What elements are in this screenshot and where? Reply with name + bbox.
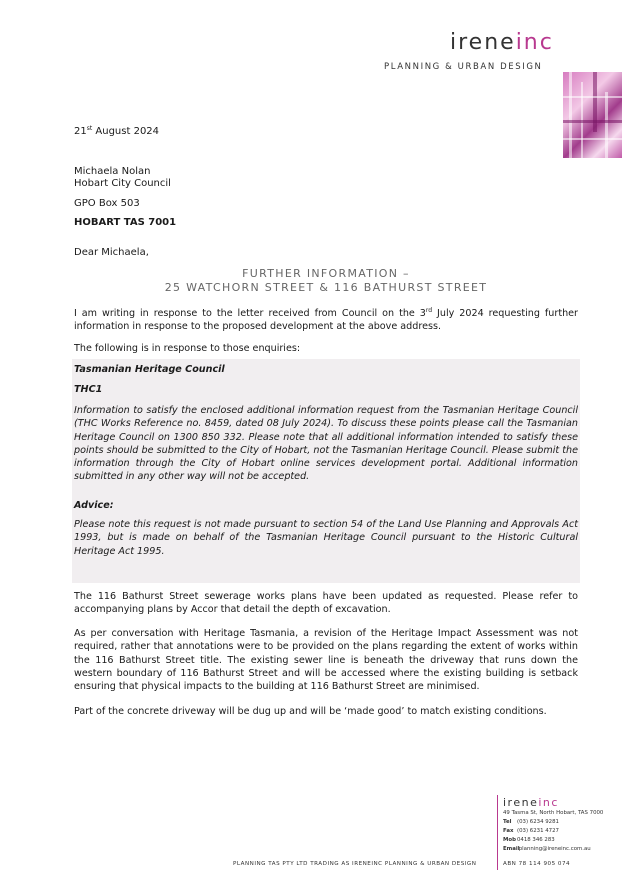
heading-line-2: 25 WATCHORN STREET & 116 BATHURST STREET (164, 281, 488, 294)
recipient-organisation: Hobart City Council (74, 178, 171, 189)
request-code: THC1 (74, 384, 103, 395)
footer-fax: Fax (03) 6231 4727 (503, 828, 559, 834)
intro-paragraph: I am writing in response to the letter received from Council on the 3rd July 2024 requesting further information in response to the proposed development at the above address. (74, 307, 579, 333)
recipient-city: HOBART TAS 7001 (74, 217, 177, 228)
heading-line-1: FURTHER INFORMATION – (242, 267, 410, 280)
footer-divider (497, 795, 498, 870)
response-paragraph-1: The 116 Bathurst Street sewerage works plans have been updated as requested. Please refer to accompanying plans by Accor that detail the depth of excavation. (74, 591, 578, 616)
footer-address: 49 Tasma St, North Hobart, TAS 7000 (503, 810, 604, 816)
footer-email[interactable]: Email planning@ireneinc.com.au (503, 846, 591, 852)
advice-label: Advice: (74, 500, 114, 511)
salutation: Dear Michaela, (74, 247, 149, 258)
recipient-name: Michaela Nolan (74, 166, 151, 177)
request-body: Information to satisfy the enclosed additional information request from the Tasmanian Heritage Council (THC Works Reference no. 8459, dated 08 July 2024). To discuss these points please call the Tasmanian Heritage Council on 1300 850 332. Please note that all additional information intended to satisfy these points should be submitted to the City of Hobart, not the Tasmanian Heritage Council. Please submit the information through the City of Hobart online services development portal. Additional information submitted in any other way will not be accepted. (74, 405, 578, 483)
letter-date: 21st August 2024 (74, 125, 160, 137)
following-paragraph: The following is in response to those enquiries: (74, 343, 301, 354)
footer-tel: Tel (03) 6234 9281 (503, 819, 559, 825)
recipient-po-box: GPO Box 503 (74, 198, 140, 209)
request-title: Tasmanian Heritage Council (74, 364, 225, 375)
header-photo (563, 72, 622, 158)
logo-main: irene (450, 30, 516, 55)
footer-trading-name: PLANNING TAS PTY LTD TRADING AS IRENEINC PLANNING & URBAN DESIGN (233, 861, 477, 867)
advice-body: Please note this request is not made pursuant to section 54 of the Land Use Planning and Approvals Act 1993, but is made on behalf of the Tasmanian Heritage Council pursuant to the Historic Cultural Heritage Act 1995. (74, 519, 578, 557)
footer-logo: ireneinc (503, 796, 559, 809)
company-tagline: PLANNING & URBAN DESIGN (384, 62, 543, 72)
footer-mob: Mob0418 346 283 (503, 837, 555, 843)
company-logo (450, 30, 554, 55)
response-paragraph-2: As per conversation with Heritage Tasmania, a revision of the Heritage Impact Assessment was not required, rather that annotations were to be provided on the plans regarding the extent of works within the 116 Bathurst Street title. The existing sewer line is beneath the driveway that runs down the western boundary of 116 Bathurst Street and will be accessed where the existing building is setback ensuring that physical impacts to the building at 116 Bathurst Street are minimised. (74, 628, 578, 693)
response-paragraph-3: Part of the concrete driveway will be dug up and will be ‘made good’ to match existing conditions. (74, 706, 547, 717)
footer-abn: ABN 78 114 905 074 (503, 861, 571, 867)
logo-accent: inc (515, 30, 554, 55)
